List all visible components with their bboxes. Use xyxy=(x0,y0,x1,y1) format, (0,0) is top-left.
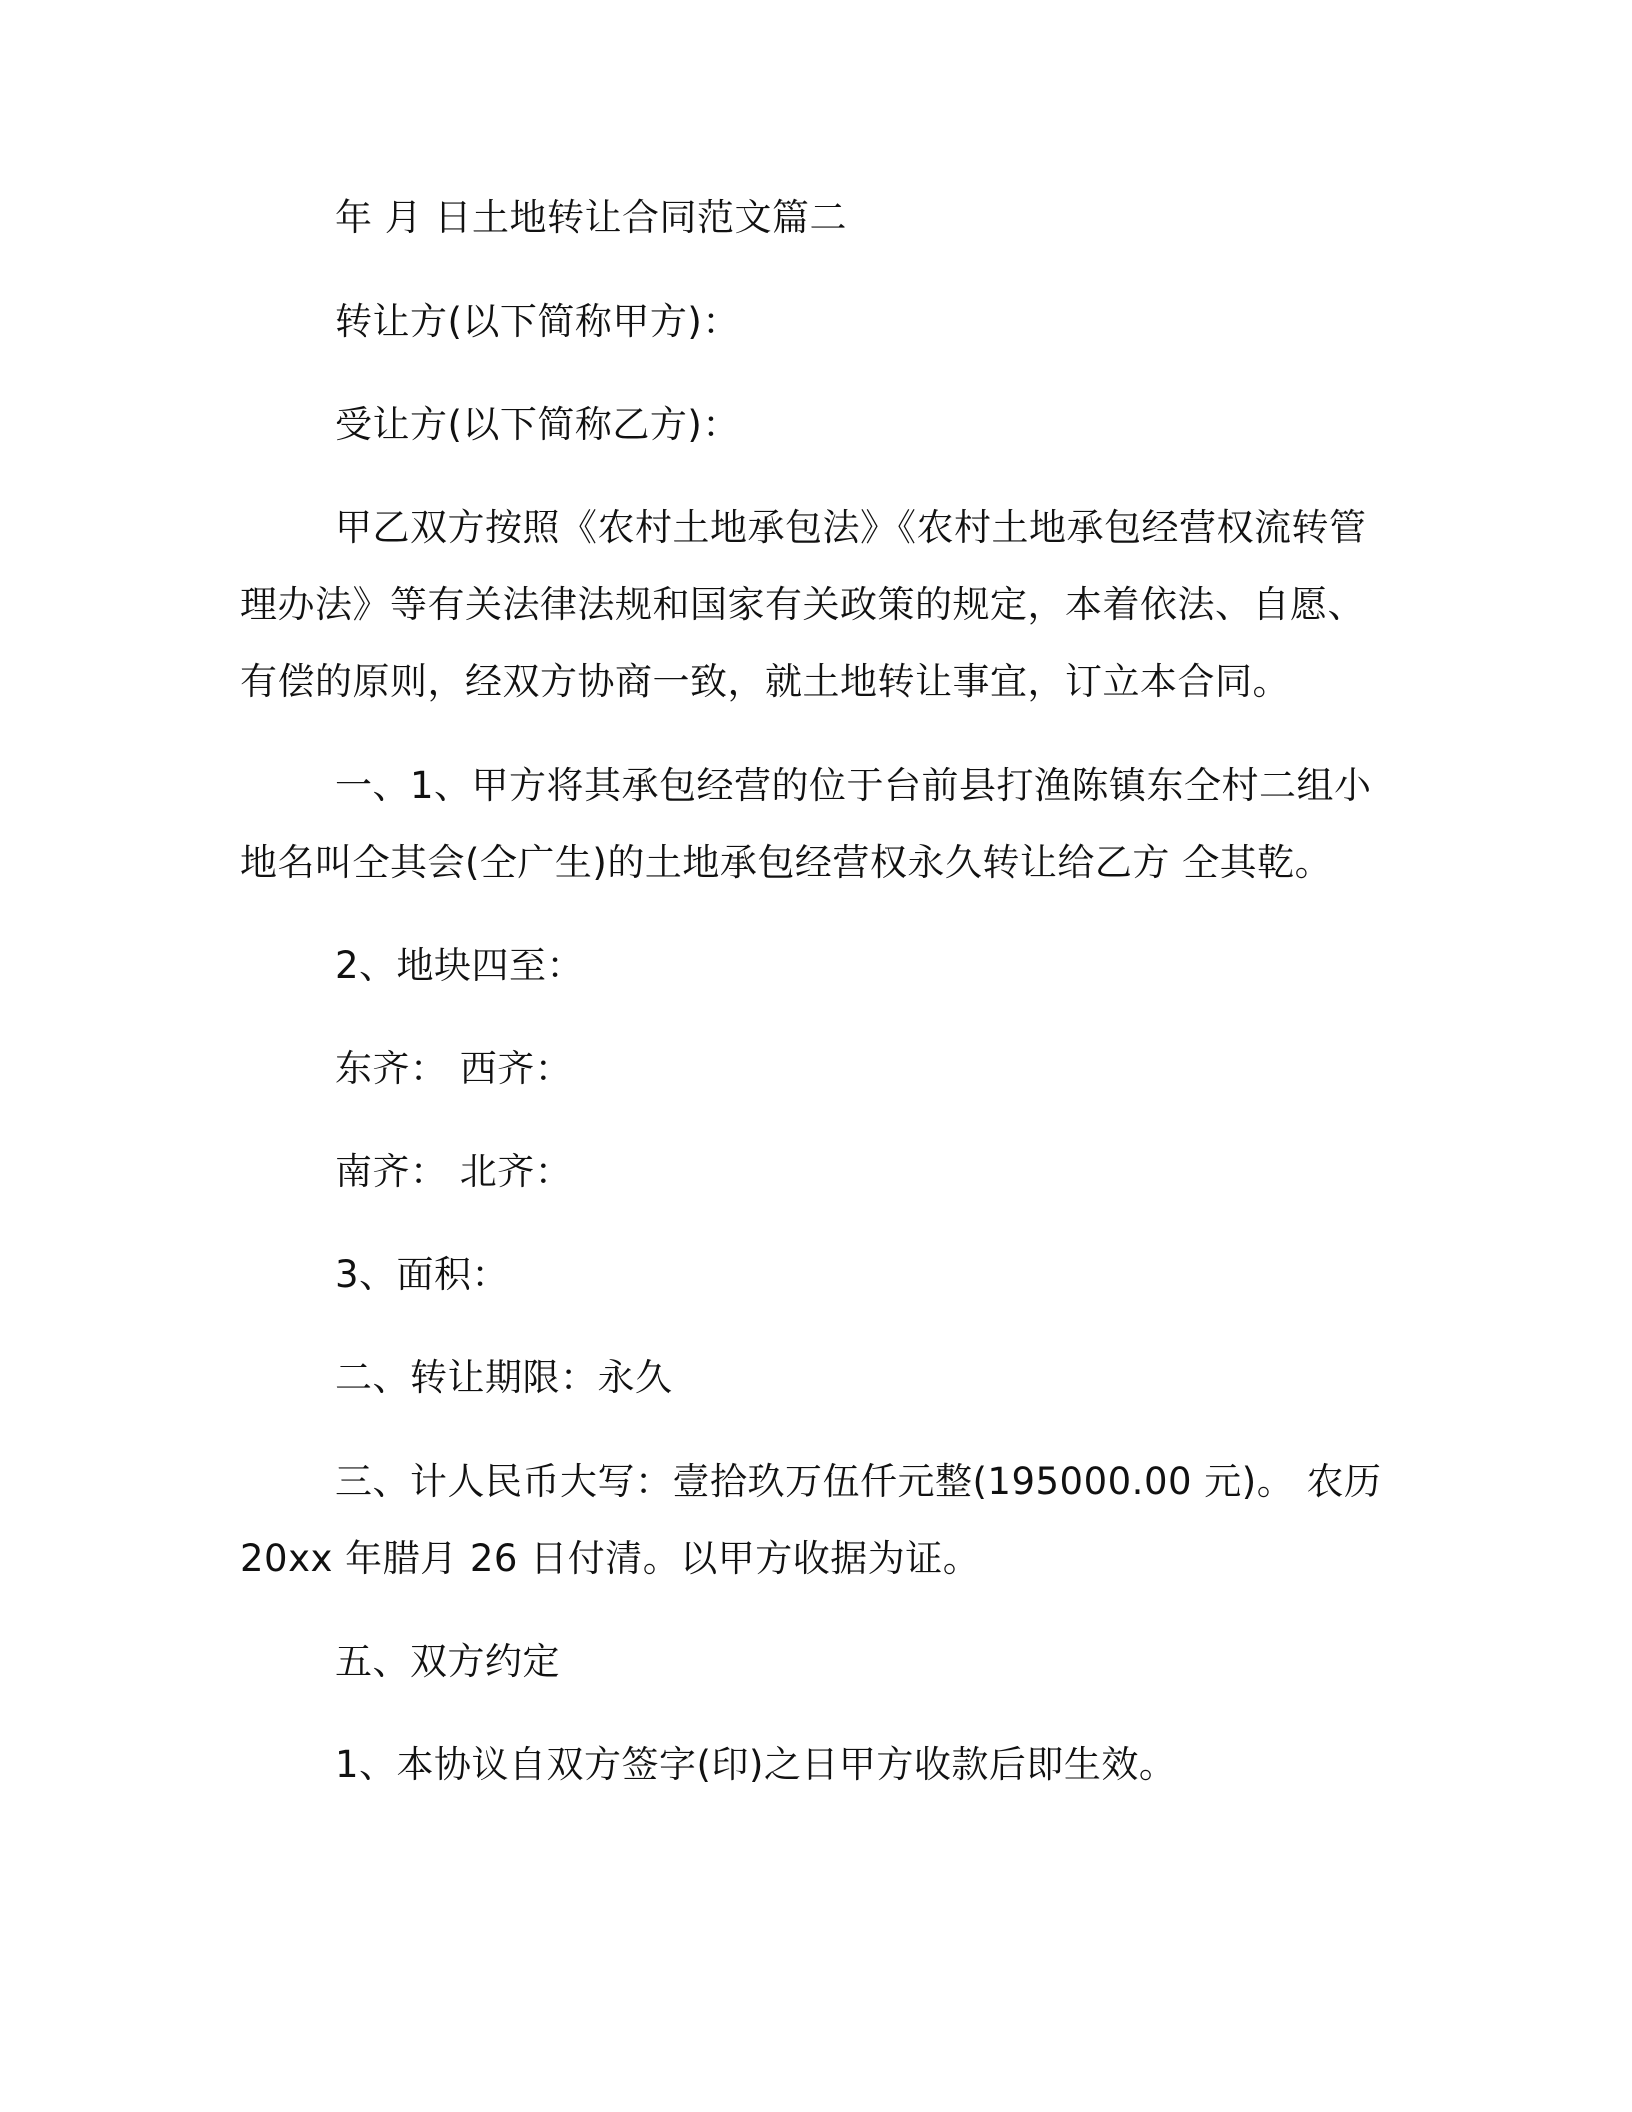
clause-line: 二、转让期限：永久 xyxy=(335,1356,673,1399)
paragraph-line: 理办法》等有关法律法规和国家有关政策的规定，本着依法、自愿、 xyxy=(240,583,1365,626)
transferor-line: 转让方(以下简称甲方)： xyxy=(335,300,740,343)
clause-line: 五、双方约定 xyxy=(335,1640,560,1683)
clause-line: 1、本协议自双方签字(印)之日甲方收款后即生效。 xyxy=(335,1743,1177,1786)
clause-line: 东齐： 西齐： xyxy=(335,1047,573,1090)
clause-line: 南齐： 北齐： xyxy=(335,1150,573,1193)
clause-line: 2、地块四至： xyxy=(335,944,585,987)
clause-line: 三、计人民币大写：壹拾玖万伍仟元整(195000.00 元)。 农历 xyxy=(335,1460,1382,1503)
clause-line: 20xx 年腊月 26 日付清。以甲方收据为证。 xyxy=(240,1537,981,1580)
transferee-line: 受让方(以下简称乙方)： xyxy=(335,403,740,446)
clause-line: 一、1、甲方将其承包经营的位于台前县打渔陈镇东仝村二组小 xyxy=(335,764,1372,807)
paragraph-line: 有偿的原则，经双方协商一致，就土地转让事宜，订立本合同。 xyxy=(240,660,1290,703)
document-title: 年 月 日土地转让合同范文篇二 xyxy=(335,196,848,239)
clause-line: 3、面积： xyxy=(335,1253,510,1296)
clause-line: 地名叫仝其会(仝广生)的土地承包经营权永久转让给乙方 仝其乾。 xyxy=(240,841,1333,884)
paragraph-line: 甲乙双方按照《农村土地承包法》《农村土地承包经营权流转管 xyxy=(335,506,1367,549)
